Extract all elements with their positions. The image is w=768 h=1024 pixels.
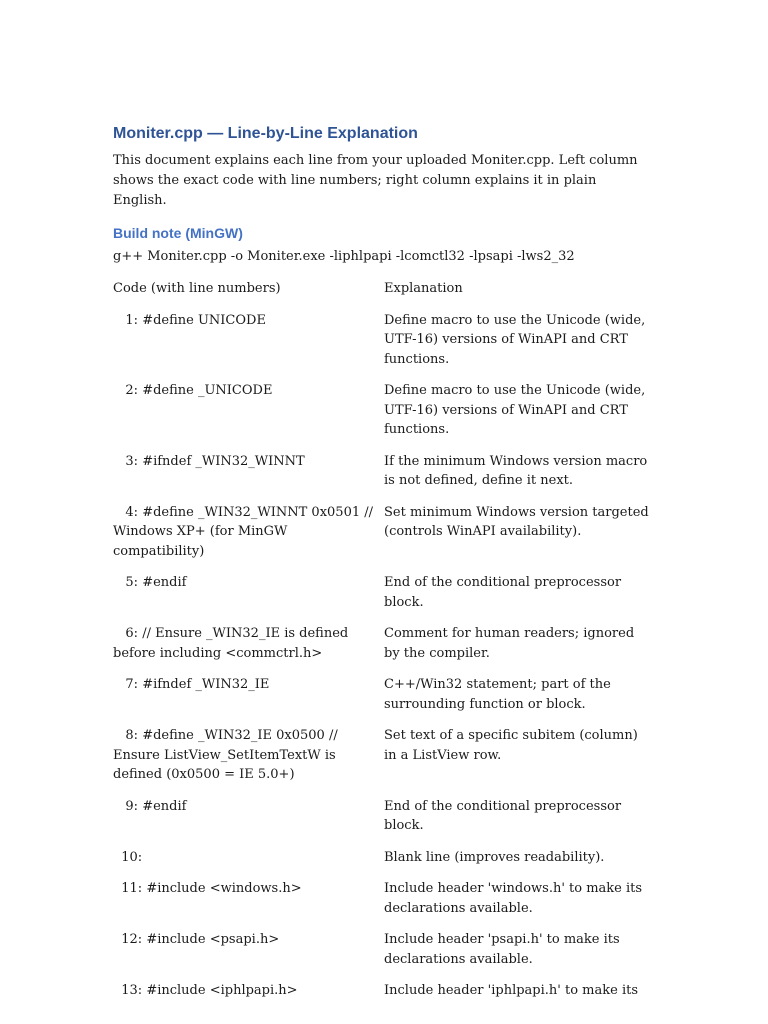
- code-cell: 3: #ifndef _WIN32_WINNT: [113, 453, 305, 469]
- table-row: [113, 930, 653, 969]
- code-cell: 11: #include <windows.h>: [113, 881, 302, 896]
- table-row: [113, 503, 653, 562]
- table-row: [113, 311, 653, 370]
- code-cell: 13: #include <iphlpapi.h>: [113, 983, 298, 998]
- table-row: [113, 848, 653, 868]
- explanation-cell: End of the conditional preprocessor block.: [384, 575, 622, 610]
- table-header-row: [113, 279, 653, 299]
- explanation-column-header: Explanation: [384, 281, 463, 296]
- explanation-cell: Set minimum Windows version targeted (controls WinAPI availability).: [384, 504, 649, 539]
- explanation-cell: Set text of a specific subitem (column) in a ListView row.: [384, 728, 638, 763]
- table-row: [113, 797, 653, 836]
- table-row: [113, 981, 653, 1001]
- explanation-cell: Define macro to use the Unicode (wide, UTF-16) versions of WinAPI and CRT functions.: [384, 312, 646, 367]
- build-note-heading: Build note (MinGW): [113, 225, 243, 241]
- intro-paragraph: This document explains each line from your uploaded Moniter.cpp. Left column shows the exact code with line numbers; right column explains it in plain English.: [113, 153, 638, 208]
- build-command: g++ Moniter.cpp -o Moniter.exe -liphlpapi -lcomctl32 -lpsapi -lws2_32: [113, 249, 575, 264]
- code-cell: 10:: [113, 849, 143, 865]
- explanation-table: [113, 279, 653, 1001]
- explanation-cell: Blank line (improves readability).: [384, 849, 605, 865]
- explanation-cell: End of the conditional preprocessor block.: [384, 798, 622, 833]
- table-row: [113, 675, 653, 714]
- explanation-cell: If the minimum Windows version macro is not defined, define it next.: [384, 453, 648, 488]
- code-cell: 8: #define _WIN32_IE 0x0500 // Ensure ListView_SetItemTextW is defined (0x0500 = IE 5.0+): [113, 728, 342, 782]
- code-cell: 6: // Ensure _WIN32_IE is defined before including <commctrl.h>: [113, 626, 353, 661]
- document-title: Moniter.cpp — Line-by-Line Explanation: [113, 125, 418, 142]
- code-column-header: Code (with line numbers): [113, 281, 281, 296]
- code-cell: 4: #define _WIN32_WINNT 0x0501 // Windows XP+ (for MinGW compatibility): [113, 504, 378, 559]
- table-row: [113, 573, 653, 612]
- code-cell: 9: #endif: [113, 798, 187, 814]
- explanation-cell: Include header 'psapi.h' to make its declarations available.: [384, 932, 620, 967]
- code-cell: 12: #include <psapi.h>: [113, 932, 280, 947]
- table-row: [113, 624, 653, 663]
- explanation-cell: Define macro to use the Unicode (wide, UTF-16) versions of WinAPI and CRT functions.: [384, 383, 646, 437]
- explanation-cell: Comment for human readers; ignored by the compiler.: [384, 626, 635, 661]
- table-row: [113, 452, 653, 491]
- code-cell: 5: #endif: [113, 575, 187, 590]
- code-cell: 7: #ifndef _WIN32_IE: [113, 677, 270, 692]
- table-row: [113, 381, 653, 440]
- explanation-cell: C++/Win32 statement; part of the surrounding function or block.: [384, 677, 611, 712]
- table-row: [113, 879, 653, 918]
- explanation-cell: Include header 'iphlpapi.h' to make its: [384, 983, 639, 998]
- code-cell: 2: #define _UNICODE: [113, 383, 273, 398]
- code-cell: 1: #define UNICODE: [113, 312, 266, 328]
- explanation-cell: Include header 'windows.h' to make its declarations available.: [384, 881, 643, 916]
- table-row: [113, 726, 653, 785]
- document-page: [113, 123, 653, 1013]
